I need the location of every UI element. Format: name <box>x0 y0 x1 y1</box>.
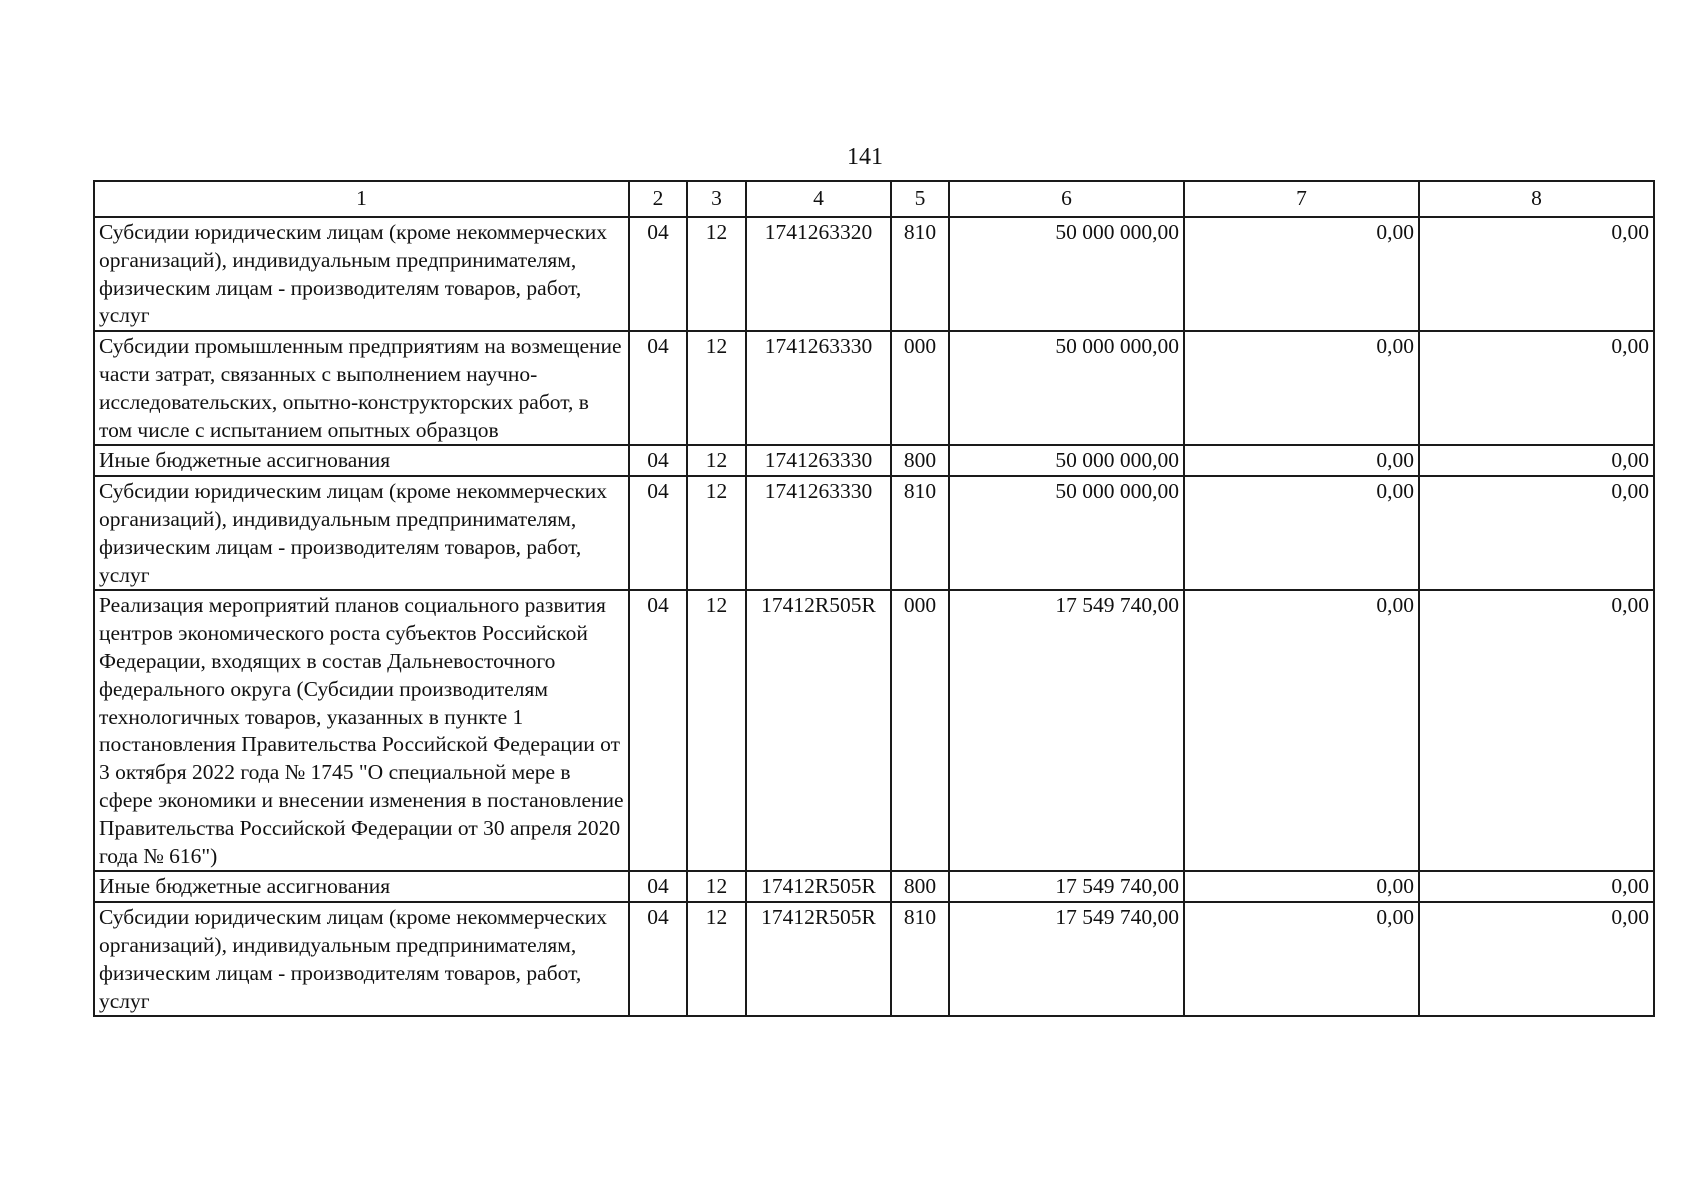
row-description: Реализация мероприятий планов социального развития центров экономического роста субъектов Российской Федерации, входящих в состав Дальневосточного федерального округа (Субсидии производителям технологичных товаров, указанных в пункте 1 постановления Правительства Российской Федерации от 3 октября 2022 года № 1745 "О специальной мере в сфере экономики и внесении изменения в постановление Правительства Российской Федерации от 30 апреля 2020 года № 616") <box>94 590 629 871</box>
section-code: 04 <box>629 871 687 902</box>
table-row <box>94 217 1654 331</box>
row-description: Иные бюджетные ассигнования <box>94 871 629 902</box>
amount-col8: 0,00 <box>1419 476 1654 590</box>
amount-col7: 0,00 <box>1184 445 1419 476</box>
column-header: 6 <box>949 181 1184 217</box>
target-article-code: 1741263320 <box>746 217 891 331</box>
amount-col6: 50 000 000,00 <box>949 445 1184 476</box>
row-description: Субсидии юридическим лицам (кроме некоммерческих организаций), индивидуальным предпринимателям, физическим лицам - производителям товаров, работ, услуг <box>94 217 629 331</box>
amount-col8: 0,00 <box>1419 902 1654 1016</box>
expense-type-code: 810 <box>891 476 949 590</box>
subsection-code: 12 <box>687 871 746 902</box>
amount-col8: 0,00 <box>1419 590 1654 871</box>
section-code: 04 <box>629 476 687 590</box>
amount-col6: 17 549 740,00 <box>949 902 1184 1016</box>
budget-table <box>93 180 1655 1017</box>
row-description: Субсидии юридическим лицам (кроме некоммерческих организаций), индивидуальным предпринимателям, физическим лицам - производителям товаров, работ, услуг <box>94 476 629 590</box>
amount-col8: 0,00 <box>1419 217 1654 331</box>
subsection-code: 12 <box>687 445 746 476</box>
subsection-code: 12 <box>687 590 746 871</box>
amount-col7: 0,00 <box>1184 871 1419 902</box>
table-row <box>94 590 1654 871</box>
column-header: 3 <box>687 181 746 217</box>
target-article-code: 17412R505R <box>746 902 891 1016</box>
target-article-code: 17412R505R <box>746 590 891 871</box>
amount-col7: 0,00 <box>1184 590 1419 871</box>
expense-type-code: 810 <box>891 217 949 331</box>
amount-col8: 0,00 <box>1419 445 1654 476</box>
section-code: 04 <box>629 331 687 445</box>
expense-type-code: 000 <box>891 590 949 871</box>
amount-col6: 50 000 000,00 <box>949 217 1184 331</box>
section-code: 04 <box>629 217 687 331</box>
column-header: 1 <box>94 181 629 217</box>
target-article-code: 1741263330 <box>746 445 891 476</box>
table-row <box>94 476 1654 590</box>
column-header: 5 <box>891 181 949 217</box>
subsection-code: 12 <box>687 902 746 1016</box>
section-code: 04 <box>629 590 687 871</box>
amount-col8: 0,00 <box>1419 331 1654 445</box>
amount-col7: 0,00 <box>1184 217 1419 331</box>
row-description: Субсидии промышленным предприятиям на возмещение части затрат, связанных с выполнением научно-исследовательских, опытно-конструкторских работ, в том числе с испытанием опытных образцов <box>94 331 629 445</box>
subsection-code: 12 <box>687 331 746 445</box>
row-description: Иные бюджетные ассигнования <box>94 445 629 476</box>
expense-type-code: 000 <box>891 331 949 445</box>
amount-col7: 0,00 <box>1184 902 1419 1016</box>
header-row <box>94 181 1654 217</box>
subsection-code: 12 <box>687 217 746 331</box>
table-row <box>94 871 1654 902</box>
page-number: 141 <box>847 144 883 170</box>
column-header: 7 <box>1184 181 1419 217</box>
table-row <box>94 331 1654 445</box>
table-row <box>94 902 1654 1016</box>
target-article-code: 17412R505R <box>746 871 891 902</box>
section-code: 04 <box>629 902 687 1016</box>
column-header: 8 <box>1419 181 1654 217</box>
section-code: 04 <box>629 445 687 476</box>
table-row <box>94 445 1654 476</box>
amount-col6: 17 549 740,00 <box>949 590 1184 871</box>
expense-type-code: 800 <box>891 445 949 476</box>
subsection-code: 12 <box>687 476 746 590</box>
amount-col6: 50 000 000,00 <box>949 331 1184 445</box>
expense-type-code: 810 <box>891 902 949 1016</box>
amount-col6: 50 000 000,00 <box>949 476 1184 590</box>
row-description: Субсидии юридическим лицам (кроме некоммерческих организаций), индивидуальным предпринимателям, физическим лицам - производителям товаров, работ, услуг <box>94 902 629 1016</box>
expense-type-code: 800 <box>891 871 949 902</box>
target-article-code: 1741263330 <box>746 476 891 590</box>
column-header: 2 <box>629 181 687 217</box>
amount-col8: 0,00 <box>1419 871 1654 902</box>
column-header: 4 <box>746 181 891 217</box>
amount-col7: 0,00 <box>1184 331 1419 445</box>
amount-col7: 0,00 <box>1184 476 1419 590</box>
amount-col6: 17 549 740,00 <box>949 871 1184 902</box>
target-article-code: 1741263330 <box>746 331 891 445</box>
